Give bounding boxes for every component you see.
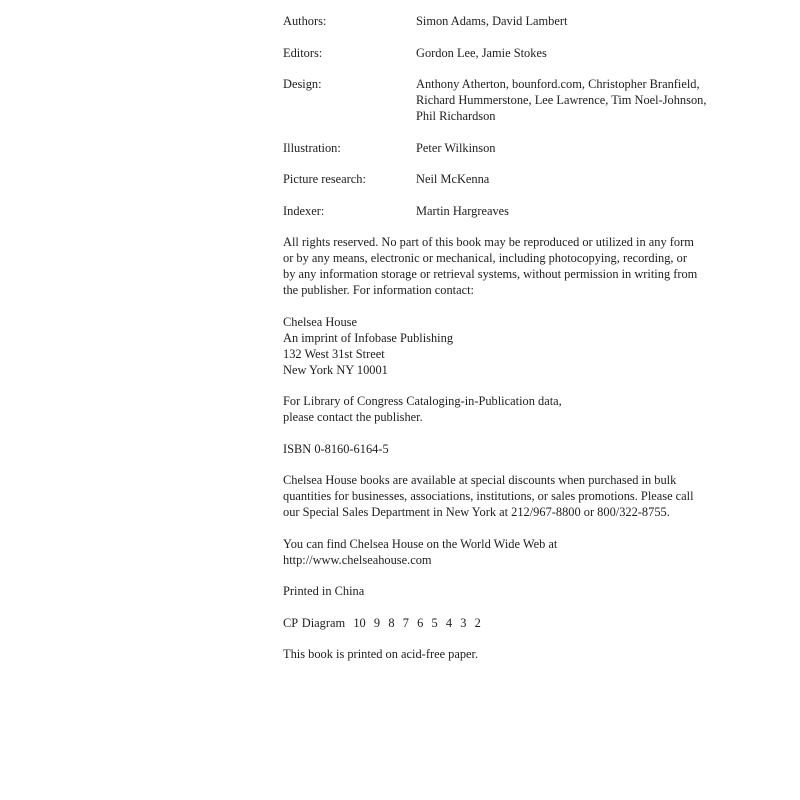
- publisher-address: Chelsea House An imprint of Infobase Publishing 132 West 31st Street New York NY 10001: [283, 314, 454, 377]
- credit-names: Neil McKenna: [416, 172, 490, 186]
- rights-statement: All rights reserved. No part of this book may be reproduced or utilized in any form or by any means, electronic or mechanical, including photocopying, recording, or by any information storage or retrieval systems, without permission in writing from the publisher. For information contact:: [283, 235, 698, 297]
- credit-row-editors: [283, 45, 763, 61]
- credit-names: Anthony Atherton, bounford.com, Christopher Branfield, Richard Hummerstone, Lee Lawrence, Tim Noel-Johnson, Phil Richardson: [416, 77, 707, 123]
- credit-row-picture-research: [283, 171, 763, 187]
- cataloging-note: For Library of Congress Cataloging-in-Publication data, please contact the publisher.: [283, 394, 562, 424]
- credit-role: Illustration:: [283, 140, 341, 155]
- credit-names: Simon Adams, David Lambert: [416, 14, 568, 28]
- credits-list: [283, 13, 763, 219]
- credit-names: Martin Hargreaves: [416, 203, 510, 218]
- paper-note: This book is printed on acid-free paper.: [283, 647, 479, 661]
- credit-names: Peter Wilkinson: [416, 140, 496, 155]
- printed-in: Printed in China: [283, 584, 365, 598]
- credit-role: Design:: [283, 77, 322, 91]
- credit-role: Authors:: [283, 14, 327, 28]
- copyright-content: [283, 13, 763, 678]
- website-note: You can find Chelsea House on the World Wide Web at http://www.chelseahouse.com: [283, 536, 558, 567]
- printer-line: CP Diagram 10 9 8 7 6 5 4 3 2: [283, 615, 481, 630]
- credit-row-authors: [283, 13, 763, 29]
- credit-row-indexer: [283, 203, 763, 219]
- credit-row-illustration: [283, 140, 763, 156]
- credit-row-design: [283, 76, 763, 124]
- credit-role: Editors:: [283, 45, 323, 60]
- credit-role: Picture research:: [283, 172, 366, 186]
- isbn: ISBN 0-8160-6164-5: [283, 441, 389, 456]
- credit-role: Indexer:: [283, 203, 325, 218]
- credit-names: Gordon Lee, Jamie Stokes: [416, 45, 547, 60]
- bulk-sales-note: Chelsea House books are available at special discounts when purchased in bulk quantities for businesses, associations, institutions, or sales promotions. Please call our Special Sales Department in New York at 212/967-8800 or 800/322-8755.: [283, 473, 694, 519]
